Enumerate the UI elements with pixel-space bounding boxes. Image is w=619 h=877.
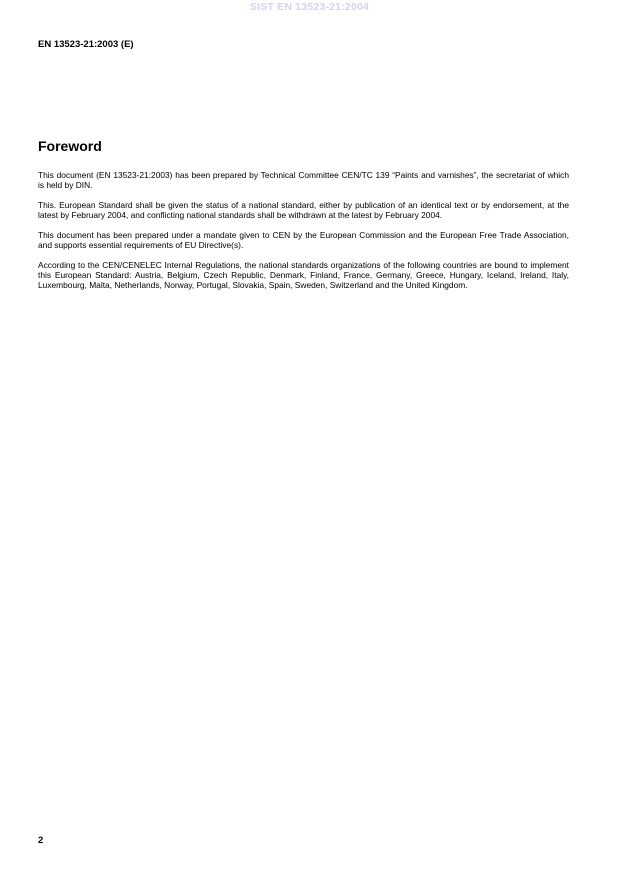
- page-number: 2: [38, 835, 44, 846]
- paragraph-mandate: This document has been prepared under a mandate given to CEN by the European Commission and the European Free Trade Association, and supports essential requirements of EU Directive(s).: [38, 229, 569, 251]
- watermark: SIST EN 13523-21:2004: [249, 1, 370, 13]
- foreword-body: [38, 170, 569, 300]
- paragraph-regulations: According to the CEN/CENELEC Internal Regulations, the national standards organizations of the following countries are bound to implement this European Standard: Austria, Belgium, Czech Republic, Denmark, Finland, France, Germany, Greece, Hungary, Iceland, Ireland, Italy, Luxembourg, Malta, Netherlands, Norway, Portugal, Slovakia, Spain, Sweden, Switzerland and the United Kingdom.: [38, 259, 569, 291]
- paragraph-status: This. European Standard shall be given the status of a national standard, either by publication of an identical text or by endorsement, at the latest by February 2004, and conflicting national standards shall be withdrawn at the latest by February 2004.: [38, 199, 569, 221]
- document-identifier: EN 13523-21:2003 (E): [38, 39, 134, 50]
- paragraph-committee: This document (EN 13523-21:2003) has been prepared by Technical Committee CEN/TC 139 “Paints and varnishes”, the secretariat of which is held by DIN.: [38, 170, 569, 191]
- section-heading: Foreword: [38, 138, 102, 154]
